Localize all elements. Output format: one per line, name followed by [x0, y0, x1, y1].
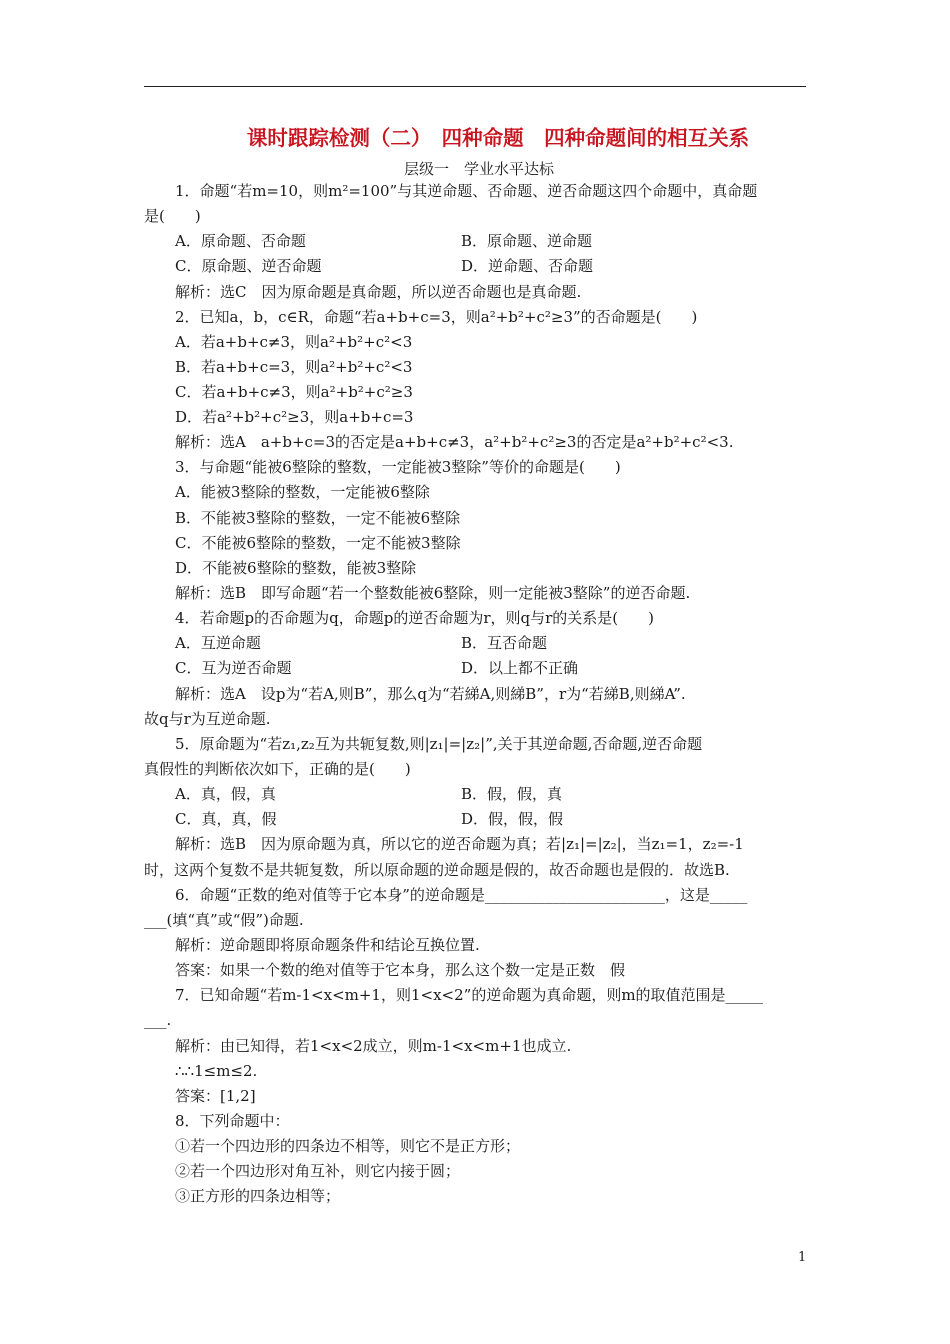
text-line: ①若一个四边形的四条边不相等，则它不是正方形； — [175, 1137, 521, 1155]
text-line: 答案：如果一个数的绝对值等于它本身，那么这个数一定是正数 假 — [175, 961, 626, 979]
text-line: 解析：选A a+b+c=3的否定是a+b+c≠3，a²+b²+c²≥3的否定是a²+b²+c²<3. — [175, 433, 734, 451]
text-line: 真假性的判断依次如下，正确的是( ) — [144, 760, 411, 778]
text-line: D．逆命题、否命题 — [461, 257, 594, 275]
text-line: 是( ) — [144, 207, 201, 225]
text-line: ③正方形的四条边相等； — [175, 1187, 341, 1205]
text-line: C．不能被6整除的整数，一定不能被3整除 — [175, 534, 461, 552]
text-line: C．原命题、逆否命题 — [175, 257, 322, 275]
text-line: 答案：[1,2] — [175, 1087, 256, 1105]
header-rule — [144, 86, 806, 87]
text-line: D．不能被6整除的整数，能被3整除 — [175, 559, 417, 577]
text-line: ___. — [144, 1011, 172, 1029]
text-line: 3．与命题“能被6整除的整数，一定能被3整除”等价的命题是( ) — [175, 458, 621, 476]
text-line: ②若一个四边形对角互补，则它内接于圆； — [175, 1162, 461, 1180]
text-line: D．若a²+b²+c²≥3，则a+b+c=3 — [175, 408, 414, 426]
text-line: B．不能被3整除的整数，一定不能被6整除 — [175, 509, 461, 527]
text-line: 故q与r为互逆命题. — [144, 710, 271, 728]
page-title: 课时跟踪检测（二） 四种命题 四种命题间的相互关系 — [246, 126, 750, 150]
text-line: 解析：选A 设p为“若A,则B”，那么q为“若綈A,则綈B”，r为“若綈B,则綈A”. — [175, 685, 686, 703]
text-line: 7．已知命题“若m-1<x<m+1，则1<x<2”的逆命题为真命题，则m的取值范围是_____ — [175, 986, 764, 1004]
text-line: D．以上都不正确 — [461, 659, 579, 677]
page-number: 1 — [798, 1250, 807, 1265]
text-line: A．互逆命题 — [175, 634, 261, 652]
text-line: A．若a+b+c≠3，则a²+b²+c²<3 — [175, 333, 413, 351]
text-line: 解析：选C 因为原命题是真命题，所以逆否命题也是真命题. — [175, 283, 582, 301]
text-line: 解析：由已知得，若1<x<2成立，则m-1<x<m+1也成立. — [175, 1037, 572, 1055]
text-line: A．真，假，真 — [175, 785, 276, 803]
text-line: C．真，真，假 — [175, 810, 277, 828]
section-subtitle: 层级一 学业水平达标 — [403, 160, 554, 178]
text-line: C．互为逆否命题 — [175, 659, 292, 677]
text-line: 2．已知a，b，c∈R，命题“若a+b+c=3，则a²+b²+c²≥3”的否命题是( ) — [175, 308, 698, 326]
text-line: B．原命题、逆命题 — [461, 232, 593, 250]
text-line: B．假，假，真 — [461, 785, 563, 803]
text-line: 5．原命题为“若z₁,z₂互为共轭复数,则|z₁|=|z₂|”,关于其逆命题,否命题,逆否命题 — [175, 735, 703, 753]
text-line: D．假，假，假 — [461, 810, 564, 828]
text-line: 4．若命题p的否命题为q，命题p的逆否命题为r，则q与r的关系是( ) — [175, 609, 654, 627]
text-line: B．互否命题 — [461, 634, 548, 652]
text-line: 8．下列命题中： — [175, 1112, 290, 1130]
text-line: 解析：选B 即写命题“若一个整数能被6整除，则一定能被3整除”的逆否命题. — [175, 584, 691, 602]
text-line: 6．命题“正数的绝对值等于它本身”的逆命题是________________________，这是_____ — [175, 886, 748, 904]
text-line: ∴∴1≤m≤2. — [175, 1062, 258, 1080]
text-line: 1．命题“若m=10，则m²=100”与其逆命题、否命题、逆否命题这四个命题中，真命题 — [175, 182, 758, 200]
text-line: 解析：逆命题即将原命题条件和结论互换位置. — [175, 936, 480, 954]
text-line: ___(填“真”或“假”)命题. — [144, 911, 304, 929]
text-line: A．原命题、否命题 — [175, 232, 306, 250]
text-line: 时，这两个复数不是共轭复数，所以原命题的逆命题是假的，故否命题也是假的．故选B. — [144, 861, 730, 879]
text-line: B．若a+b+c=3，则a²+b²+c²<3 — [175, 358, 413, 376]
text-line: 解析：选B 因为原命题为真，所以它的逆否命题为真；若|z₁|=|z₂|，当z₁=1，z₂=-1 — [175, 835, 744, 853]
text-line: C．若a+b+c≠3，则a²+b²+c²≥3 — [175, 383, 413, 401]
text-line: A．能被3整除的整数，一定能被6整除 — [175, 483, 430, 501]
